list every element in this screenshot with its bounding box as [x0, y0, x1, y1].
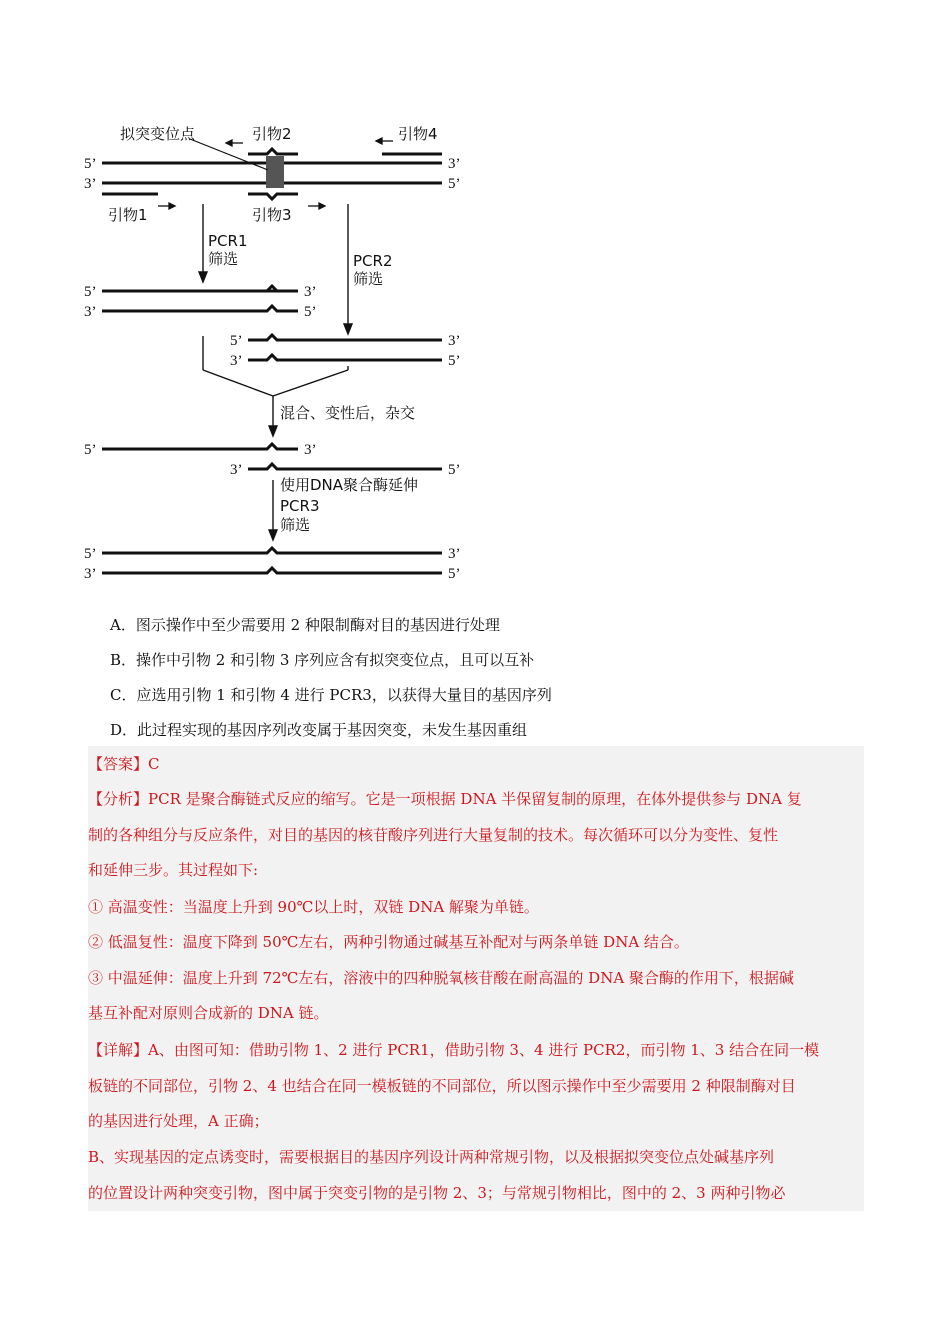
pcr1-product-bottom: [102, 306, 298, 311]
pcr3-screen-label: 筛选: [280, 516, 311, 534]
prime-label: 3’: [448, 156, 461, 172]
primer2-label: 引物2: [252, 125, 292, 143]
analysis-line: ③ 中温延伸：温度上升到 72℃左右，溶液中的四种脱氧核苷酸在耐高温的 DNA 聚合酶的作用下，根据碱: [88, 969, 794, 987]
extend-label: 使用DNA聚合酶延伸: [280, 476, 419, 494]
pcr2-label: PCR2: [353, 252, 393, 270]
pcr-mutagenesis-diagram: [80, 118, 480, 588]
prime-label: 5’: [84, 442, 97, 458]
hybrid-bottom: [248, 464, 442, 469]
pcr1-screen-label: 筛选: [208, 250, 239, 268]
detail-text: A、由图可知：借助引物 1、2 进行 PCR1，借助引物 3、4 进行 PCR2，而引物 1、3 结合在同一模: [148, 1041, 820, 1059]
analysis-tag: 【分析】: [88, 790, 149, 808]
final-top: [102, 548, 442, 553]
analysis-line: 和延伸三步。其过程如下:: [88, 861, 259, 879]
mutation-site-box: [266, 156, 284, 188]
primer3-label: 引物3: [252, 206, 292, 224]
analysis-line: 制的各种组分与反应条件，对目的基因的核苷酸序列进行大量复制的技术。每次循环可以分为变性、复性: [88, 826, 779, 844]
prime-label: 5’: [448, 176, 461, 192]
prime-label: 3’: [84, 566, 97, 582]
option-b: B．操作中引物 2 和引物 3 序列应含有拟突变位点，且可以互补: [110, 651, 535, 669]
analysis-line: ② 低温复性：温度下降到 50℃左右，两种引物通过碱基互补配对与两条单链 DNA 结合。: [88, 933, 689, 951]
analysis-line: [88, 789, 802, 809]
prime-label: 3’: [448, 546, 461, 562]
mutation-site-label: 拟突变位点: [120, 125, 196, 143]
analysis-text: PCR 是聚合酶链式反应的缩写。它是一项根据 DNA 半保留复制的原理，在体外提供参与 DNA 复: [148, 790, 802, 808]
analysis-line: 基互补配对原则合成新的 DNA 链。: [88, 1004, 329, 1022]
answer-line: [88, 754, 160, 774]
detail-tag: 【详解】: [88, 1041, 149, 1059]
prime-label: 3’: [448, 333, 461, 349]
primer3-bar: [248, 194, 298, 199]
pcr2-screen-label: 筛选: [353, 270, 384, 288]
analysis-line: ① 高温变性：当温度上升到 90℃以上时，双链 DNA 解聚为单链。: [88, 898, 539, 916]
prime-label: 5’: [84, 156, 97, 172]
detail-line: 的基因进行处理，A 正确；: [88, 1112, 269, 1130]
prime-label: 3’: [230, 353, 243, 369]
prime-label: 5’: [448, 566, 461, 582]
prime-label: 3’: [304, 442, 317, 458]
prime-label: 5’: [304, 304, 317, 320]
detail-line: 板链的不同部位，引物 2、4 也结合在同一模板链的不同部位，所以图示操作中至少需要用 2 种限制酶对目: [88, 1077, 796, 1095]
final-bottom: [102, 568, 442, 573]
answer-value: C: [148, 755, 160, 773]
pcr2-product-bottom: [248, 355, 442, 360]
prime-label: 3’: [230, 462, 243, 478]
prime-label: 5’: [448, 353, 461, 369]
option-a: A．图示操作中至少需要用 2 种限制酶对目的基因进行处理: [110, 616, 500, 634]
pcr1-label: PCR1: [208, 232, 248, 250]
prime-label: 3’: [84, 176, 97, 192]
prime-label: 5’: [448, 462, 461, 478]
primer1-label: 引物1: [108, 206, 148, 224]
option-d: D．此过程实现的基因序列改变属于基因突变，未发生基因重组: [110, 721, 528, 739]
pcr3-label: PCR3: [280, 497, 320, 515]
detail-line: 的位置设计两种突变引物，图中属于突变引物的是引物 2、3；与常规引物相比，图中的 2、3 两种引物必: [88, 1184, 786, 1202]
option-c: C．应选用引物 1 和引物 4 进行 PCR3，以获得大量目的基因序列: [110, 686, 552, 704]
answer-explanation-block: [88, 746, 864, 1211]
prime-label: 5’: [84, 546, 97, 562]
primer2-bar: [248, 149, 298, 154]
prime-label: 5’: [230, 333, 243, 349]
detail-line: B、实现基因的定点诱变时，需要根据目的基因序列设计两种常规引物，以及根据拟突变位点处碱基序列: [88, 1148, 775, 1166]
hybrid-top: [102, 444, 298, 449]
prime-label: 3’: [304, 284, 317, 300]
detail-line: [88, 1040, 819, 1060]
mix-denature-label: 混合、变性后，杂交: [280, 404, 416, 422]
primer4-label: 引物4: [398, 125, 438, 143]
pcr2-product-top: [248, 335, 442, 340]
answer-tag: 【答案】: [88, 755, 149, 773]
answer-options: [110, 608, 870, 748]
prime-label: 5’: [84, 284, 97, 300]
prime-label: 3’: [84, 304, 97, 320]
